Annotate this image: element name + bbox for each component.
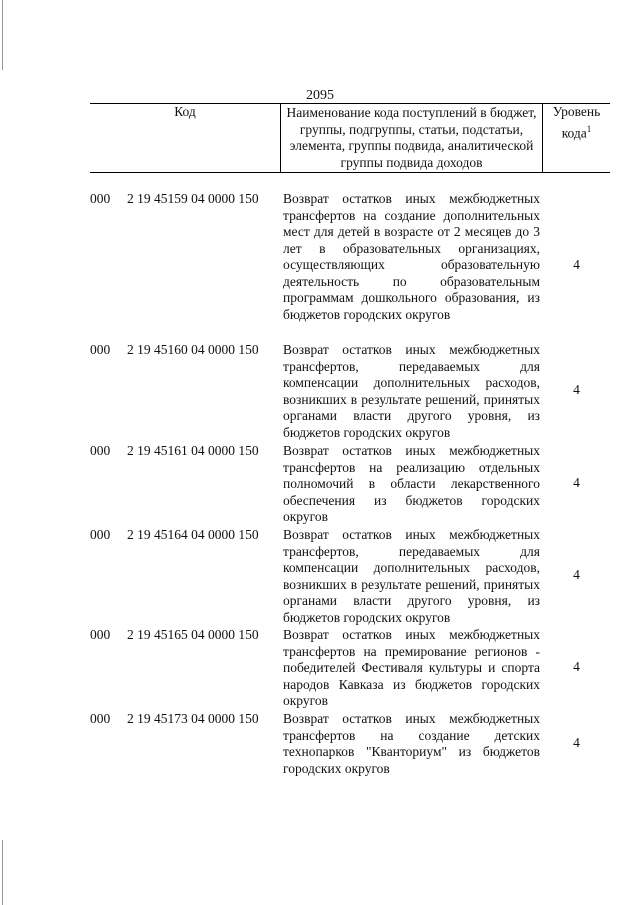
revenue-name: Возврат остатков иных межбюджетных трансфертов, передаваемых для компенсации дополнительных расходов, возникших в результате решений, принятых органами власти другого уровня, из бюджетов городских округов bbox=[283, 342, 540, 440]
admin-code: 000 bbox=[90, 342, 111, 357]
revenue-code: 2 19 45164 04 0000 150 bbox=[127, 527, 259, 542]
code-level: 4 bbox=[573, 257, 580, 272]
scan-edge-mark bbox=[2, 0, 3, 70]
revenue-name: Возврат остатков иных межбюджетных трансфертов на создание детских технопарков "Кванториум" из бюджетов городских округов bbox=[283, 711, 540, 776]
header-level-label: Уровень кода bbox=[552, 104, 601, 140]
admin-code: 000 bbox=[90, 711, 111, 726]
table-header bbox=[90, 103, 610, 173]
revenue-name: Возврат остатков иных межбюджетных трансфертов на создание дополнительных мест для детей в возрасте от 2 месяцев до 3 лет в образовательных организациях, осуществляющих образовательную деятельность по образовательным программам дошкольного образования, из бюджетов городских округов bbox=[283, 191, 540, 322]
code-level: 4 bbox=[573, 382, 580, 397]
header-level-footnote: 1 bbox=[586, 123, 592, 134]
revenue-code: 2 19 45160 04 0000 150 bbox=[127, 342, 259, 357]
revenue-code: 2 19 45161 04 0000 150 bbox=[127, 443, 259, 458]
scan-edge-mark bbox=[2, 840, 3, 905]
revenue-code: 2 19 45173 04 0000 150 bbox=[127, 711, 259, 726]
header-level bbox=[543, 104, 610, 142]
header-name: Наименование кода поступлений в бюджет, группы, подгруппы, статьи, подстатьи, элемента, группы подвида, аналитической группы подвида доходов bbox=[280, 104, 543, 172]
admin-code: 000 bbox=[90, 627, 111, 642]
header-code: Код bbox=[174, 104, 196, 119]
revenue-name: Возврат остатков иных межбюджетных трансфертов на премирование регионов - победителей Фестиваля культуры и спорта народов Кавказа из бюджетов городских округов bbox=[283, 627, 540, 708]
revenue-name: Возврат остатков иных межбюджетных трансфертов на реализацию отдельных полномочий в области лекарственного обеспечения из бюджетов городских округов bbox=[283, 443, 540, 524]
revenue-code: 2 19 45159 04 0000 150 bbox=[127, 191, 259, 206]
revenue-code: 2 19 45165 04 0000 150 bbox=[127, 627, 259, 642]
revenue-name: Возврат остатков иных межбюджетных трансфертов, передаваемых для компенсации дополнительных расходов, возникших в результате решений, принятых органами власти другого уровня, из бюджетов городских округов bbox=[283, 527, 540, 625]
code-level: 4 bbox=[573, 735, 580, 750]
code-level: 4 bbox=[573, 567, 580, 582]
admin-code: 000 bbox=[90, 443, 111, 458]
admin-code: 000 bbox=[90, 527, 111, 542]
code-level: 4 bbox=[573, 475, 580, 490]
page-number: 2095 bbox=[306, 88, 334, 103]
admin-code: 000 bbox=[90, 191, 111, 206]
code-level: 4 bbox=[573, 659, 580, 674]
